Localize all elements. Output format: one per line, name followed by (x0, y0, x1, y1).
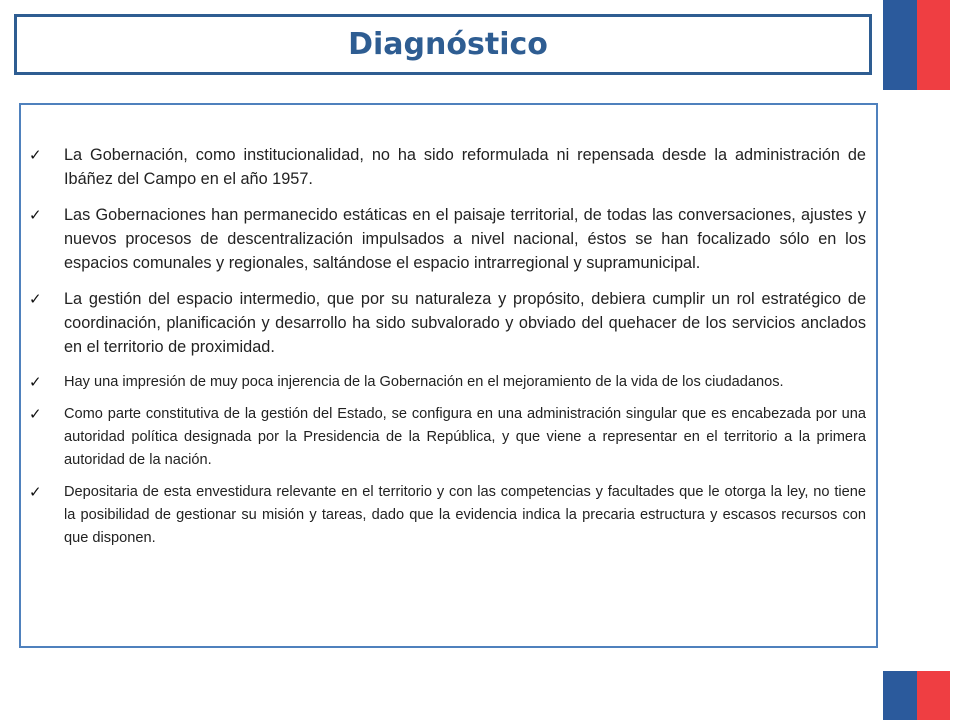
list-item (21, 287, 876, 359)
list-item (21, 371, 876, 394)
bullet-list (21, 143, 876, 559)
flag-stripe-blue-top (883, 0, 917, 90)
check-mark-icon: ✓ (29, 146, 42, 164)
list-item (21, 203, 876, 275)
check-mark-icon: ✓ (29, 483, 42, 501)
flag-stripe-red-top (917, 0, 950, 90)
title-frame (14, 14, 872, 75)
content-frame (19, 103, 878, 648)
page-title: Diagnóstico (348, 27, 548, 62)
list-item-text: La gestión del espacio intermedio, que por su naturaleza y propósito, debiera cumplir un rol estratégico de coordinación, planificación y desarrollo ha sido subvalorado y obviado del quehacer de los servicios anclados en el territorio de proximidad. (64, 290, 866, 356)
list-item (21, 403, 876, 472)
check-mark-icon: ✓ (29, 373, 42, 391)
check-mark-icon: ✓ (29, 290, 42, 308)
check-mark-icon: ✓ (29, 405, 42, 423)
list-item-text: La Gobernación, como institucionalidad, no ha sido reformulada ni repensada desde la administración de Ibáñez del Campo en el año 1957. (64, 146, 866, 188)
list-item (21, 481, 876, 550)
list-item-text: Las Gobernaciones han permanecido estáticas en el paisaje territorial, de todas las conversaciones, ajustes y nuevos procesos de descentralización impulsados a nivel nacional, éstos se han focalizado sólo en los espacios comunales y regionales, saltándose el espacio intrarregional y supramunicipal. (64, 206, 866, 272)
flag-stripe-blue-bottom (883, 671, 917, 720)
check-mark-icon: ✓ (29, 206, 42, 224)
list-item-text: Depositaria de esta envestidura relevante en el territorio y con las competencias y facultades que le otorga la ley, no tiene la posibilidad de gestionar su misión y tareas, dado que la evidencia indica la precaria estructura y escasos recursos con que disponen. (64, 484, 866, 546)
list-item (21, 143, 876, 191)
list-item-text: Como parte constitutiva de la gestión del Estado, se configura en una administración singular que es encabezada por una autoridad política designada por la Presidencia de la República, y que viene a representar en el territorio a la primera autoridad de la nación. (64, 406, 866, 468)
flag-stripe-red-bottom (917, 671, 950, 720)
list-item-text: Hay una impresión de muy poca injerencia de la Gobernación en el mejoramiento de la vida de los ciudadanos. (64, 374, 784, 390)
